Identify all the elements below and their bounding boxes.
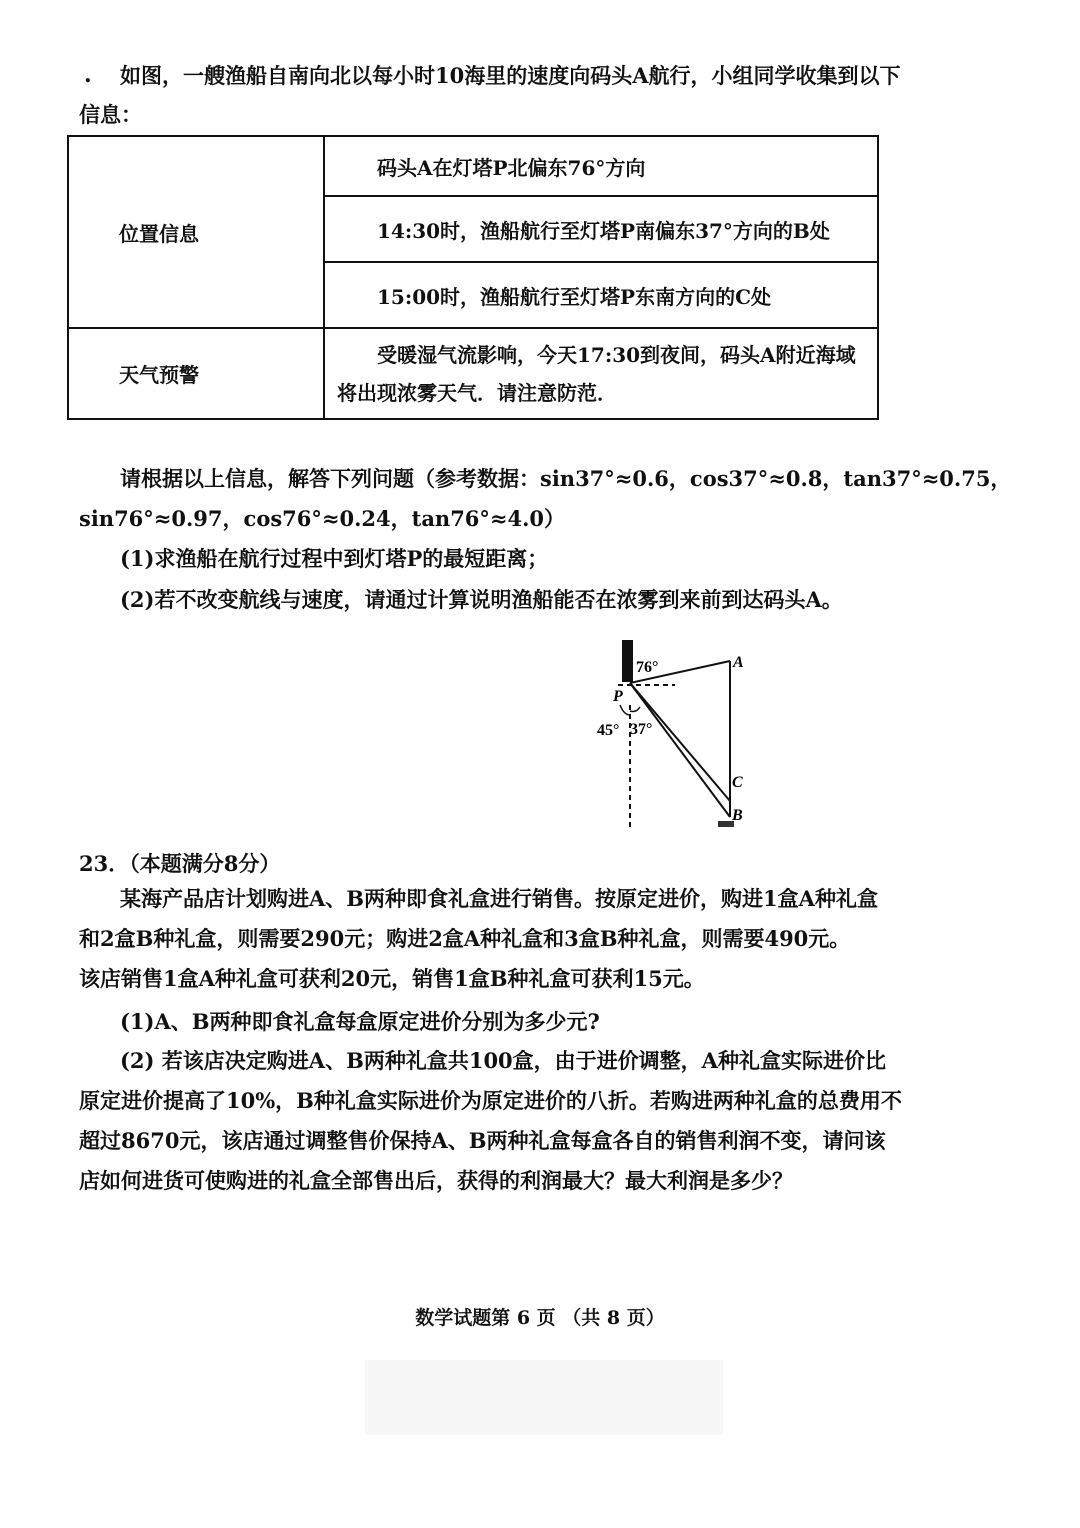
q22-part-2: (2)若不改变航线与速度，请通过计算说明渔船能否在浓雾到来前到达码头A。	[120, 587, 843, 612]
intro-line-1: 如图，一艘渔船自南向北以每小时10海里的速度向码头A航行，小组同学收集到以下	[120, 63, 901, 88]
intro-line-2: 信息：	[79, 102, 142, 127]
angle-arc-37	[630, 707, 640, 712]
position-row-2: 14:30时，渔船航行至灯塔P南偏东37°方向的B处	[324, 196, 878, 262]
position-row-3: 15:00时，渔船航行至灯塔P东南方向的C处	[324, 262, 878, 328]
label-B: B	[732, 807, 743, 824]
position-row-1: 码头A在灯塔P北偏东76°方向	[324, 136, 878, 196]
q23-part-1: (1)A、B两种即食礼盒每盒原定进价分别为多少元?	[120, 1009, 600, 1034]
q23-header: 23．（本题满分8分）	[79, 851, 281, 876]
label-angle-76: 76°	[636, 659, 659, 676]
scan-smudge	[365, 1360, 723, 1435]
label-C: C	[732, 774, 743, 791]
reference-data-line-2: sin76°≈0.97，cos76°≈0.24，tan76°≈4.0）	[79, 506, 566, 531]
q23-part-2-line-2: 原定进价提高了10%，B种礼盒实际进价为原定进价的八折。若购进两种礼盒的总费用不	[79, 1088, 902, 1113]
q23-paragraph-line-3: 该店销售1盒A种礼盒可获利20元，销售1盒B种礼盒可获利15元。	[79, 966, 705, 991]
q23-part-2-line-1: (2) 若该店决定购进A、B两种礼盒共100盒，由于进价调整，A种礼盒实际进价比	[120, 1048, 886, 1073]
angle-arc-45	[620, 705, 630, 715]
line-PC	[630, 683, 730, 801]
label-angle-45: 45°	[597, 722, 620, 739]
q23-paragraph-line-2: 和2盒B种礼盒，则需要290元；购进2盒A种礼盒和3盒B种礼盒，则需要490元。	[79, 926, 851, 951]
q22-part-1: (1)求渔船在航行过程中到灯塔P的最短距离；	[120, 546, 549, 571]
label-angle-37: 37°	[630, 721, 653, 738]
info-table	[67, 135, 879, 420]
line-PB	[630, 683, 730, 817]
lighthouse-figure	[580, 635, 760, 835]
weather-warning-label: 天气预警	[68, 328, 324, 419]
label-P: P	[613, 688, 623, 705]
reference-data-line-1: 请根据以上信息，解答下列问题（参考数据：sin37°≈0.6，cos37°≈0.8，tan37°≈0.75，	[120, 466, 1012, 491]
position-info-label: 位置信息	[68, 136, 324, 328]
page-footer: 数学试题第 6 页 （共 8 页）	[415, 1307, 665, 1329]
weather-warning-text: 受暖湿气流影响，今天17:30到夜间，码头A附近海域将出现浓雾天气．请注意防范．	[324, 328, 878, 419]
lighthouse-icon	[622, 640, 633, 682]
label-A: A	[733, 654, 744, 671]
q23-part-2-line-3: 超过8670元，该店通过调整售价保持A、B两种礼盒每盒各自的销售利润不变，请问该	[79, 1128, 886, 1153]
intro-bullet: .	[84, 62, 92, 88]
q23-paragraph-line-1: 某海产品店计划购进A、B两种即食礼盒进行销售。按原定进价，购进1盒A种礼盒	[120, 886, 878, 911]
q23-part-2-line-4: 店如何进货可使购进的礼盒全部售出后，获得的利润最大？最大利润是多少？	[79, 1168, 793, 1193]
